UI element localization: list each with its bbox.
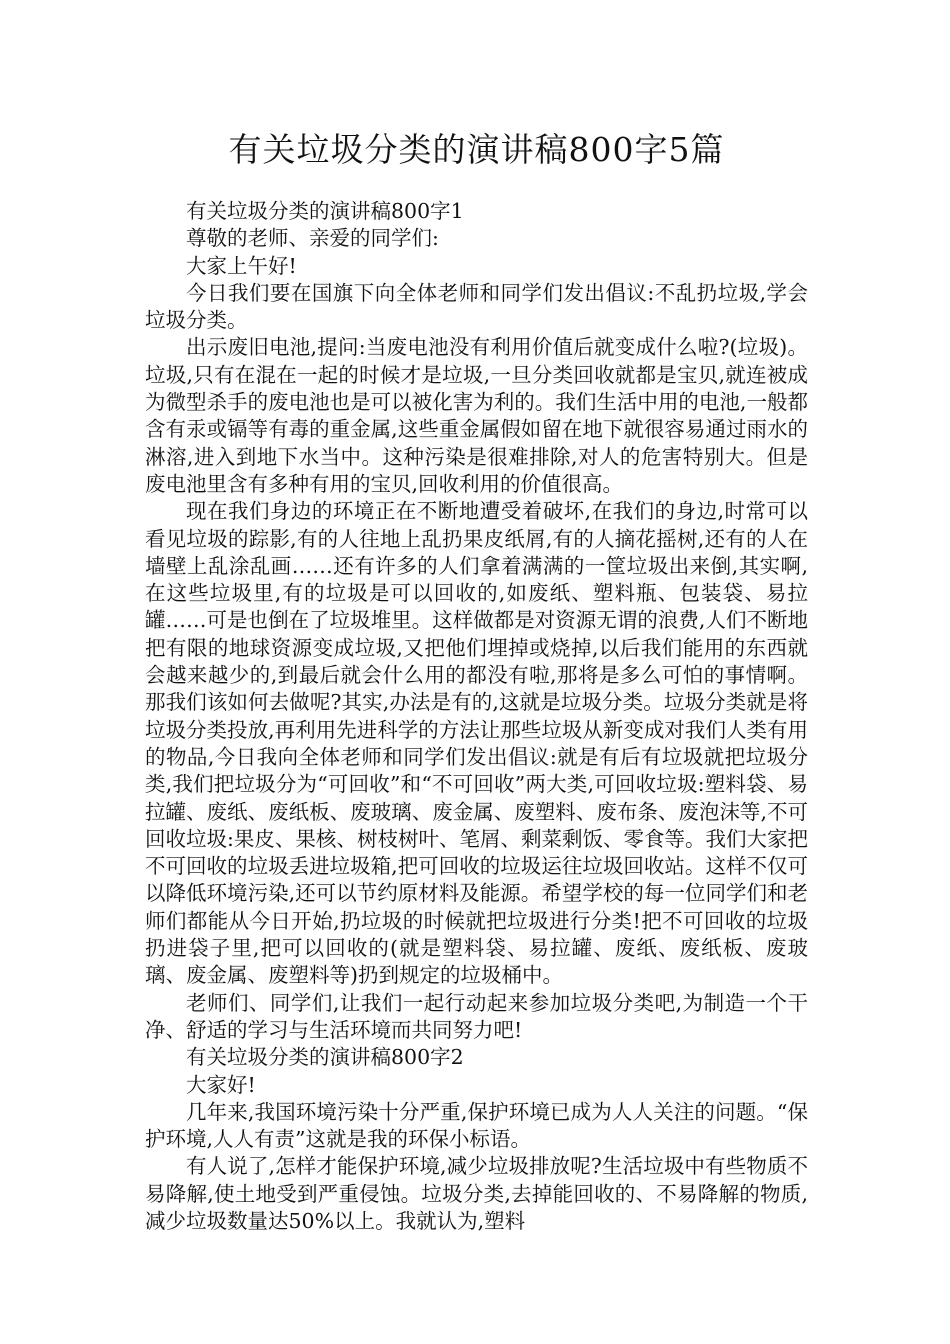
paragraph-battery: 出示废旧电池,提问:当废电池没有利用价值后就变成什么啦?(垃圾)。垃圾,只有在混在一起的时候才是垃圾,一旦分类回收就都是宝贝,就连被成为微型杀手的废电池也是可以被化害为利的。我们生活中用的电池,一般都含有汞或镉等有毒的重金属,这些重金属假如留在地下就很容易通过雨水的淋溶,进入到地下水当中。这种污染是很难排除,对人的危害特别大。但是废电池里含有多种有用的宝贝,回收利用的价值很高。: [145, 335, 808, 496]
paragraph-environment: 现在我们身边的环境正在不断地遭受着破坏,在我们的身边,时常可以看见垃圾的踪影,有的人往地上乱扔果皮纸屑,有的人摘花摇树,还有的人在墙壁上乱涂乱画……还有许多的人们拿着满满的一筐垃圾出来倒,其实啊,在这些垃圾里,有的垃圾是可以回收的,如废纸、塑料瓶、包装袋、易拉罐……可是也倒在了垃圾堆里。这样做都是对资源无谓的浪费,人们不断地把有限的地球资源变成垃圾,又把他们埋掉或烧掉,以后我们能用的东西就会越来越少的,到最后就会什么用的都没有啦,那将是多么可怕的事情啊。那我们该如何去做呢?其实,办法是有的,这就是垃圾分类。垃圾分类就是将垃圾分类投放,再利用先进科学的方法让那些垃圾从新变成对我们人类有用的物品,今日我向全体老师和同学们发出倡议:就是有后有垃圾就把垃圾分类,我们把垃圾分为“可回收”和“不可回收”两大类,可回收垃圾:塑料袋、易拉罐、废纸、废纸板、废玻璃、废金属、废塑料、废布条、废泡沫等,不可回收垃圾:果皮、果核、树枝树叶、笔屑、剩菜剩饭、零食等。我们大家把不可回收的垃圾丢进垃圾箱,把可回收的垃圾运往垃圾回收站。这样不仅可以降低环境污染,还可以节约原材料及能源。希望学校的每一位同学们和老师们都能从今日开始,扔垃圾的时候就把垃圾进行分类!把不可回收的垃圾扔进袋子里,把可以回收的(就是塑料袋、易拉罐、废纸、废纸板、废玻璃、废金属、废塑料等)扔到规定的垃圾桶中。: [145, 499, 808, 988]
greeting-2: 大家好!: [186, 1072, 256, 1097]
paragraph-reduce-waste: 有人说了,怎样才能保护环境,减少垃圾排放呢?生活垃圾中有些物质不易降解,使土地受到严重侵蚀。垃圾分类,去掉能回收的、不易降解的物质,减少垃圾数量达50%以上。我就认为,塑料: [145, 1154, 808, 1233]
document-page: [145, 128, 808, 1235]
paragraph-proposal: 今日我们要在国旗下向全体老师和同学们发出倡议:不乱扔垃圾,学会垃圾分类。: [145, 280, 808, 333]
paragraph-call-to-action: 老师们、同学们,让我们一起行动起来参加垃圾分类吧,为制造一个干净、舒适的学习与生活环境而共同努力吧!: [145, 990, 808, 1042]
subheading-speech-1: 有关垃圾分类的演讲稿800字1: [186, 199, 464, 223]
document-title: 有关垃圾分类的演讲稿800字5篇: [228, 130, 725, 169]
paragraph-pollution: 几年来,我国环境污染十分严重,保护环境已成为人人关注的问题。“保护环境,人人有责”这就是我的环保小标语。: [145, 1099, 808, 1152]
salutation: 尊敬的老师、亲爱的同学们:: [186, 226, 439, 251]
subheading-speech-2: 有关垃圾分类的演讲稿800字2: [186, 1045, 464, 1070]
greeting: 大家上午好!: [186, 253, 297, 278]
